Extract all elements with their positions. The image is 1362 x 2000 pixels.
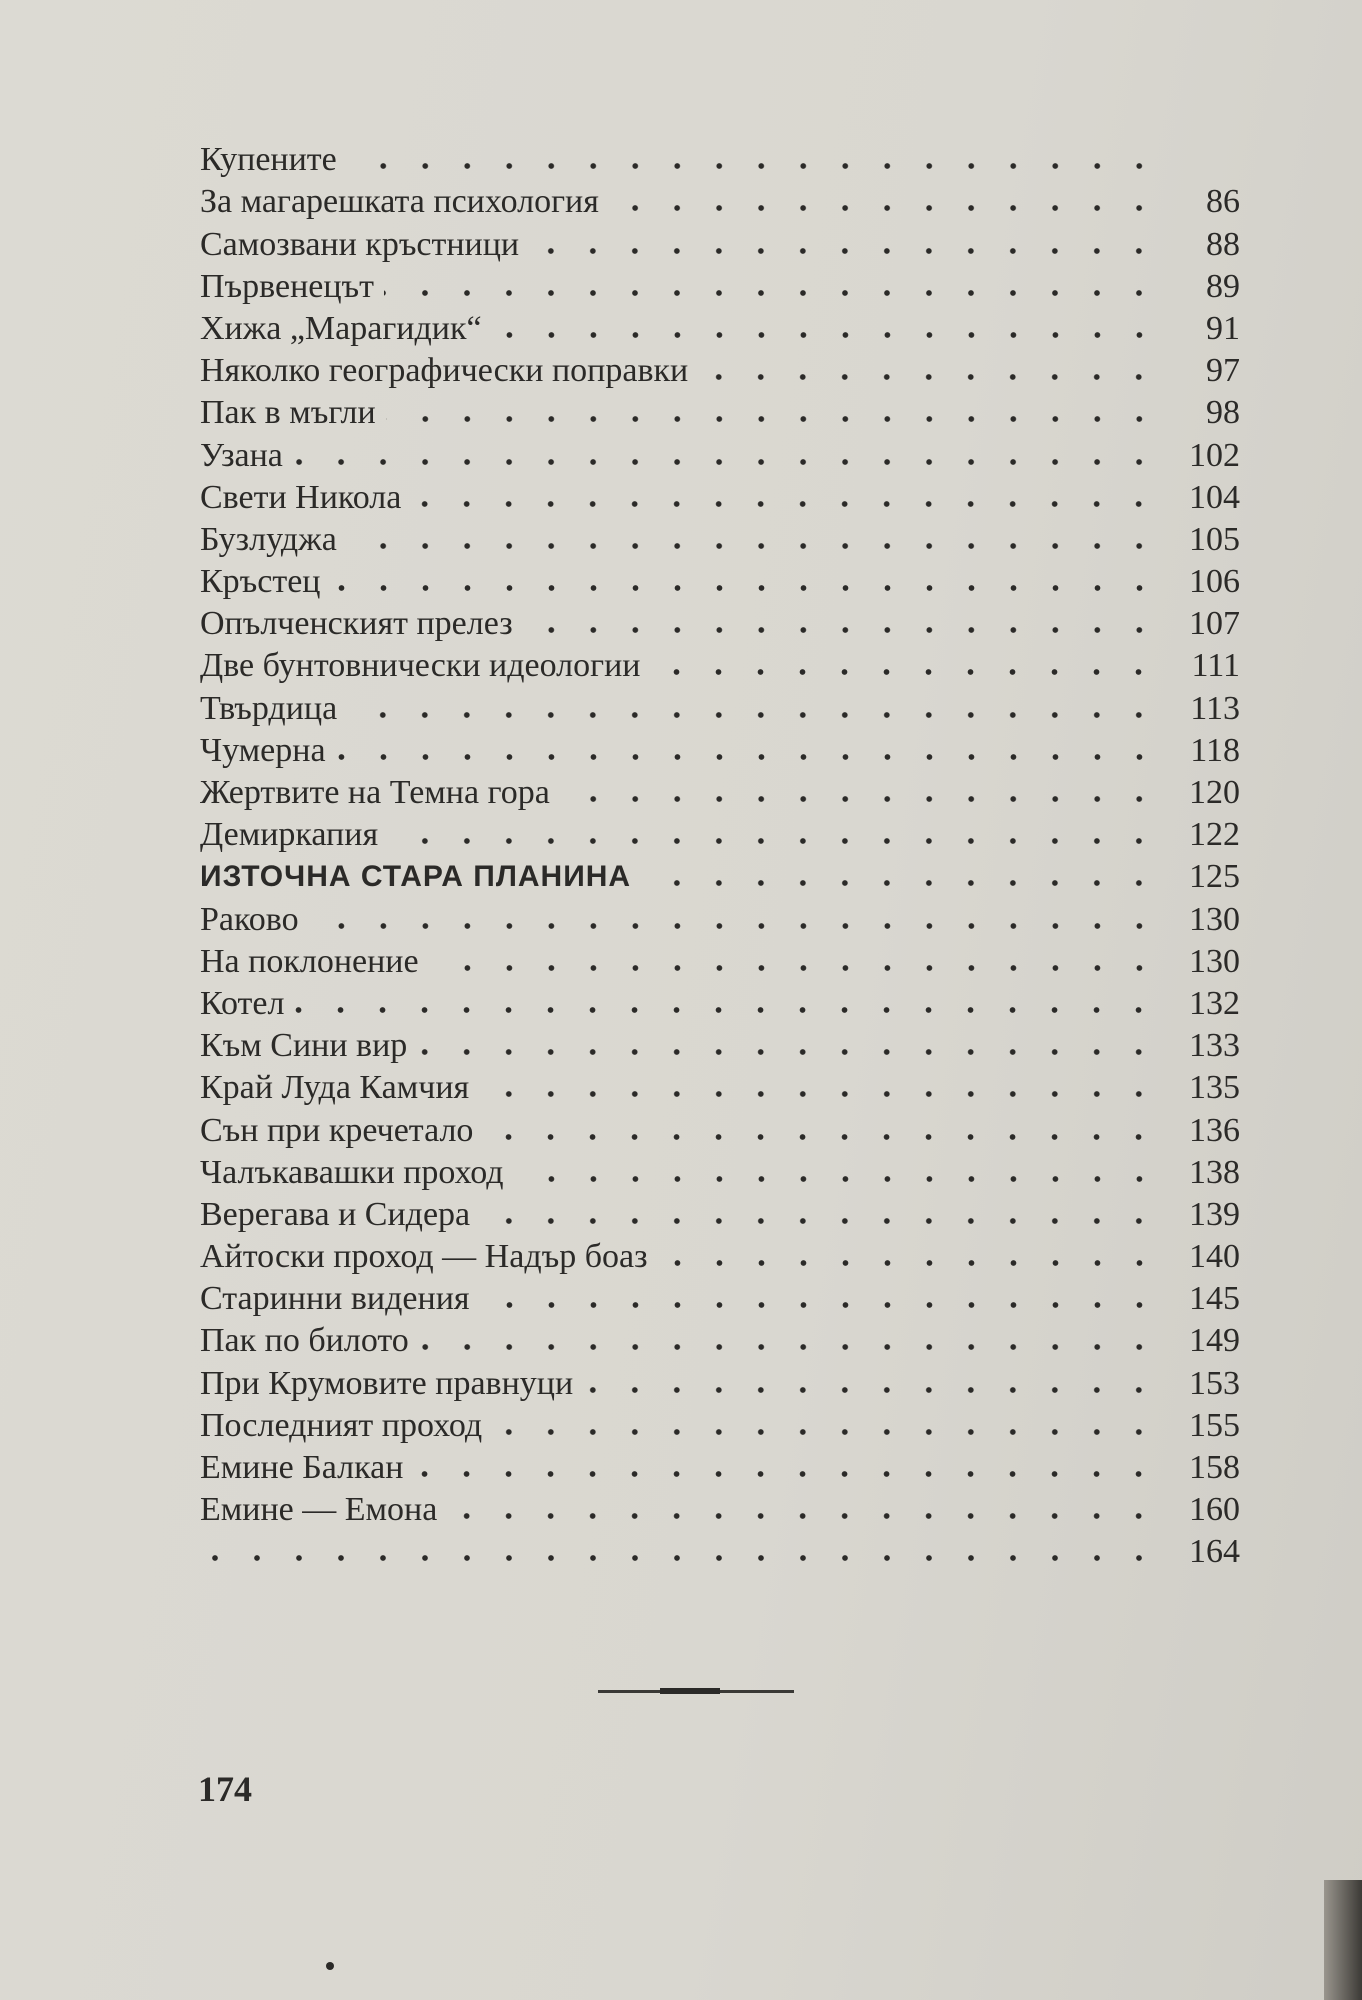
toc-entry xyxy=(200,771,1240,813)
toc-entry xyxy=(200,138,1240,180)
toc-entry xyxy=(200,1235,1240,1277)
toc-entry xyxy=(200,222,1240,264)
toc-leader-dots xyxy=(480,1215,1160,1227)
toc-entry xyxy=(200,686,1240,728)
toc-entry-page: 125 xyxy=(1189,858,1240,896)
toc-entry-title: Първенецът xyxy=(200,267,375,305)
toc-leader-dots xyxy=(650,666,1160,678)
toc-entry-title: Чалъкавашки проход xyxy=(200,1153,504,1191)
toc-entry-title: На поклонение xyxy=(200,942,419,980)
toc-entry-title: Котел xyxy=(200,984,285,1022)
toc-leader-dots xyxy=(658,1257,1160,1269)
toc-entry-title: Верегава и Сидера xyxy=(200,1195,471,1233)
toc-entry-title: Твърдица xyxy=(200,689,338,727)
toc-leader-dots xyxy=(529,245,1160,257)
section-divider-center xyxy=(660,1688,720,1694)
toc-entry-page: 118 xyxy=(1190,731,1240,769)
toc-entry-page: 132 xyxy=(1189,984,1240,1022)
page-number: 174 xyxy=(198,1769,252,1809)
toc-entry-title: Бузлуджа xyxy=(200,520,337,558)
toc-entry-page: 164 xyxy=(1189,1533,1240,1571)
table-of-contents xyxy=(200,138,1240,1572)
toc-leader-dots xyxy=(560,793,1160,805)
toc-entry xyxy=(200,1066,1240,1108)
toc-entry-page: 158 xyxy=(1189,1449,1240,1486)
toc-entry-title: Хижа „Марагидик“ xyxy=(200,309,482,347)
toc-entry xyxy=(200,1193,1240,1235)
toc-leader-dots xyxy=(419,1341,1160,1353)
toc-entry-title: Няколко географически поправки xyxy=(200,352,689,390)
toc-entry-title: Емине — Емона xyxy=(200,1491,438,1529)
toc-entry-page: 120 xyxy=(1189,774,1240,811)
toc-entry-page: 122 xyxy=(1189,816,1240,854)
toc-leader-dots xyxy=(609,202,1160,214)
toc-entry xyxy=(200,1530,1240,1572)
toc-entry-title: Кръстец xyxy=(200,563,321,601)
toc-entry xyxy=(200,1361,1240,1403)
toc-entry-page: 86 xyxy=(1206,183,1240,221)
toc-entry xyxy=(200,476,1240,518)
toc-entry xyxy=(200,1319,1240,1361)
toc-entry-title: Жертвите на Темна гора xyxy=(200,774,550,811)
toc-entry-page: 160 xyxy=(1189,1491,1240,1529)
toc-entry-page: 106 xyxy=(1189,563,1240,601)
toc-entry-title: Свети Никола xyxy=(200,478,402,516)
toc-leader-dots xyxy=(384,287,1160,299)
book-binding-edge xyxy=(1324,1880,1362,2000)
toc-entry xyxy=(200,265,1240,307)
toc-entry-page: 130 xyxy=(1189,942,1240,980)
toc-entry xyxy=(200,1488,1240,1530)
toc-entry-title: Демиркапия xyxy=(200,816,379,854)
toc-entry-title: Опълченският прелез xyxy=(200,605,513,643)
toc-entry xyxy=(200,644,1240,686)
toc-leader-dots xyxy=(347,709,1160,721)
toc-entry xyxy=(200,180,1240,222)
toc-entry-page: 97 xyxy=(1206,352,1240,390)
toc-entry xyxy=(200,307,1240,349)
toc-leader-dots xyxy=(480,1299,1160,1311)
toc-entry-title: При Крумовите правнуци xyxy=(200,1364,574,1402)
toc-leader-dots xyxy=(347,160,1160,172)
toc-entry-page: 130 xyxy=(1189,900,1240,938)
toc-entry-page: 88 xyxy=(1206,225,1240,263)
toc-entry xyxy=(200,560,1240,602)
toc-entry-title: Пак по билото xyxy=(200,1322,409,1360)
toc-entry xyxy=(200,940,1240,982)
toc-entry-title: Купените xyxy=(200,141,337,179)
toc-entry xyxy=(200,813,1240,855)
toc-entry-page: 89 xyxy=(1206,267,1240,305)
toc-entry xyxy=(200,1151,1240,1193)
toc-entry xyxy=(200,1404,1240,1446)
toc-entry-page: 140 xyxy=(1189,1238,1240,1276)
toc-leader-dots xyxy=(347,540,1160,552)
toc-leader-dots xyxy=(336,751,1160,763)
toc-entry-page: 135 xyxy=(1189,1069,1240,1107)
toc-entry-page: 111 xyxy=(1191,647,1240,685)
toc-entry-title: Две бунтовнически идеологии xyxy=(200,647,641,685)
toc-entry-page: 138 xyxy=(1189,1153,1240,1191)
toc-entry-title: Емине Балкан xyxy=(200,1449,404,1486)
toc-entry-page: 104 xyxy=(1189,478,1240,516)
toc-leader-dots xyxy=(293,456,1160,468)
toc-entry-title: Айтоски проход — Надър боаз xyxy=(200,1238,648,1276)
toc-entry xyxy=(200,349,1240,391)
toc-entry-title: Чумерна xyxy=(200,731,326,769)
toc-entry-page: 105 xyxy=(1189,520,1240,558)
toc-entry-title: Към Сини вир xyxy=(200,1027,408,1065)
toc-entry-title: Пак в мъгли xyxy=(200,394,376,432)
toc-entry xyxy=(200,1446,1240,1488)
toc-entry-page: 107 xyxy=(1189,605,1240,643)
toc-entry xyxy=(200,518,1240,560)
toc-leader-dots xyxy=(583,1384,1160,1396)
toc-entry-title: Раково xyxy=(200,900,299,938)
toc-entry xyxy=(200,982,1240,1024)
toc-leader-dots xyxy=(413,1468,1160,1480)
ink-speck xyxy=(326,1962,334,1970)
toc-leader-dots xyxy=(294,1004,1160,1016)
toc-entry xyxy=(200,1108,1240,1150)
toc-entry-page: 91 xyxy=(1206,309,1240,347)
toc-leader-dots xyxy=(447,1510,1160,1522)
toc-leader-dots xyxy=(417,1046,1160,1058)
toc-leader-dots xyxy=(411,498,1160,510)
toc-entry-page: 102 xyxy=(1189,436,1240,474)
toc-leader-dots xyxy=(210,1552,1160,1564)
toc-entry xyxy=(200,855,1240,897)
toc-leader-dots xyxy=(698,371,1160,383)
toc-entry-title: Край Луда Камчия xyxy=(200,1069,470,1107)
toc-entry xyxy=(200,433,1240,475)
toc-entry xyxy=(200,897,1240,939)
toc-entry-title: За магарешката психология xyxy=(200,183,599,221)
toc-entry-title: Последният проход xyxy=(200,1406,483,1444)
toc-entry-page: 153 xyxy=(1189,1364,1240,1402)
toc-leader-dots xyxy=(492,329,1160,341)
toc-leader-dots xyxy=(479,1088,1160,1100)
toc-entry xyxy=(200,729,1240,771)
toc-entry xyxy=(200,391,1240,433)
toc-entry-page: 136 xyxy=(1189,1111,1240,1149)
toc-leader-dots xyxy=(386,413,1160,425)
toc-entry-page: 149 xyxy=(1189,1322,1240,1360)
toc-entry xyxy=(200,602,1240,644)
toc-leader-dots xyxy=(309,920,1160,932)
toc-entry-page: 145 xyxy=(1189,1280,1240,1318)
toc-leader-dots xyxy=(523,624,1160,636)
toc-entry-title: Старинни видения xyxy=(200,1280,470,1318)
toc-entry-title: Самозвани кръстници xyxy=(200,225,520,263)
toc-leader-dots xyxy=(331,582,1161,594)
toc-entry xyxy=(200,1277,1240,1319)
toc-entry-title: Узана xyxy=(200,436,283,474)
toc-leader-dots xyxy=(388,835,1160,847)
toc-leader-dots xyxy=(641,877,1160,889)
toc-entry-page: 113 xyxy=(1190,689,1240,727)
toc-entry-page: 98 xyxy=(1206,394,1240,432)
toc-entry xyxy=(200,1024,1240,1066)
toc-section-heading: ИЗТОЧНА СТАРА ПЛАНИНА xyxy=(200,860,632,894)
toc-leader-dots xyxy=(492,1426,1160,1438)
toc-leader-dots xyxy=(483,1131,1160,1143)
toc-entry-page: 155 xyxy=(1189,1406,1240,1444)
toc-leader-dots xyxy=(429,962,1160,974)
toc-entry-page: 133 xyxy=(1189,1027,1240,1065)
toc-leader-dots xyxy=(514,1173,1160,1185)
toc-entry-title: Сън при кречетало xyxy=(200,1111,474,1149)
toc-entry-page: 139 xyxy=(1189,1195,1240,1233)
